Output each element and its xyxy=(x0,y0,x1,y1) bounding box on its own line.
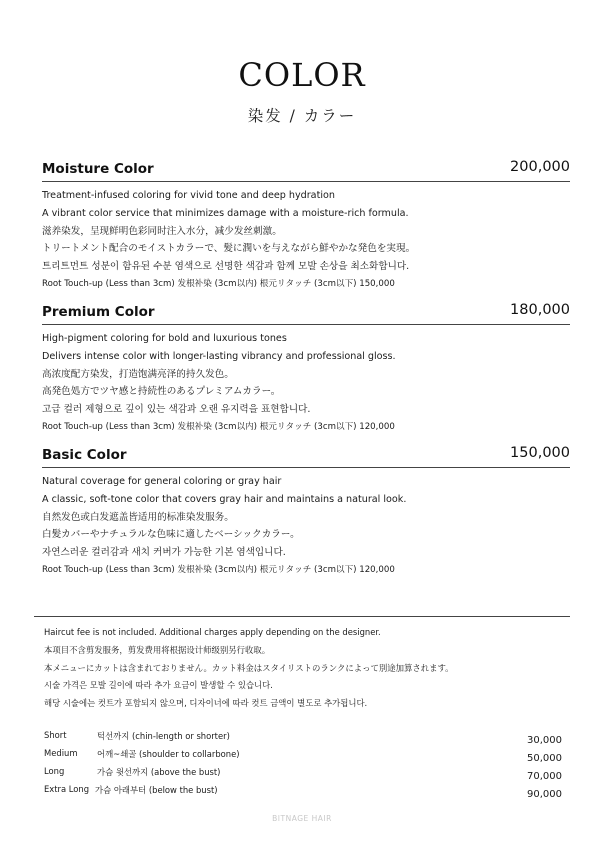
description-line: 자연스러운 컬러감과 새치 커버가 가능한 기본 염색입니다. xyxy=(42,547,286,559)
notes-divider xyxy=(34,616,570,617)
hair-length-price: 90,000 xyxy=(527,789,562,800)
section-divider xyxy=(42,467,570,468)
menu-section-premium xyxy=(42,304,570,437)
hair-length-desc: 가슴 윗선까지 (above the bust) xyxy=(97,767,221,777)
page-title: COLOR xyxy=(238,56,366,94)
hair-length-price: 30,000 xyxy=(527,735,562,746)
hair-length-price: 50,000 xyxy=(527,753,562,764)
section-divider xyxy=(42,324,570,325)
description-line: 白髪カバーやナチュラルな色味に適したベーシックカラー。 xyxy=(42,529,300,541)
hair-length-label: Short xyxy=(44,730,67,740)
description-line: A classic, soft-tone color that covers gray hair and maintains a natural look. xyxy=(42,493,407,505)
hair-length-row xyxy=(44,784,562,802)
page-subtitle: 染发 / カラー xyxy=(247,107,357,125)
note-line: Haircut fee is not included. Additional charges apply depending on the designer. xyxy=(44,627,381,637)
root-touchup-line: Root Touch-up (Less than 3cm) 发根补染 (3cm以内) 根元リタッチ (3cm以下) 120,000 xyxy=(42,564,395,575)
hair-length-desc: 어깨~쇄골 (shoulder to collarbone) xyxy=(97,749,240,759)
section-name: Basic Color xyxy=(42,447,127,463)
hair-length-desc: 가슴 아래부터 (below the bust) xyxy=(95,785,218,795)
description-line: Natural coverage for general coloring or gray hair xyxy=(42,476,282,487)
note-line: 해당 시술에는 컷트가 포함되지 않으며, 디자이너에 따라 컷트 금액이 별도로 추가됩니다. xyxy=(44,698,368,709)
description-line: 高浓度配方染发，打造饱满亮泽的持久发色。 xyxy=(42,368,234,380)
description-line: 滋养染发，呈现鲜明色彩同时注入水分，减少发丝刺激。 xyxy=(42,225,282,237)
description-line: A vibrant color service that minimizes damage with a moisture-rich formula. xyxy=(42,207,409,219)
section-description xyxy=(42,330,570,437)
description-line: High-pigment coloring for bold and luxurious tones xyxy=(42,333,287,344)
section-name: Moisture Color xyxy=(42,161,154,177)
hair-length-label: Medium xyxy=(44,748,78,758)
section-price: 200,000 xyxy=(510,159,570,175)
section-description xyxy=(42,187,570,294)
section-price: 180,000 xyxy=(510,302,570,318)
section-name: Premium Color xyxy=(42,304,155,320)
description-line: 고급 컬러 제형으로 깊이 있는 색감과 오랜 유지력을 표현합니다. xyxy=(42,404,311,416)
description-line: 自然发色或白发遮盖皆适用的标准染发服务。 xyxy=(42,511,234,523)
description-line: トリートメント配合のモイストカラーで、髪に潤いを与えながら鮮やかな発色を実現。 xyxy=(42,243,416,255)
section-divider xyxy=(42,181,570,182)
description-line: 트리트먼트 성분이 함유된 수분 염색으로 선명한 색감과 함께 모발 손상을 최소화합니다. xyxy=(42,261,410,273)
menu-section-basic xyxy=(42,447,570,580)
hair-length-row xyxy=(44,748,562,766)
menu-section-moisture xyxy=(42,161,570,294)
section-description xyxy=(42,473,570,580)
note-line: 本メニューにカットは含まれておりません。カット料金はスタイリストのランクによって別途加算されます。 xyxy=(44,662,454,673)
hair-length-price: 70,000 xyxy=(527,771,562,782)
note-line: 시술 가격은 모발 길이에 따라 추가 요금이 발생할 수 있습니다. xyxy=(44,680,273,691)
hair-length-row xyxy=(44,730,562,748)
hair-length-row xyxy=(44,766,562,784)
root-touchup-line: Root Touch-up (Less than 3cm) 发根补染 (3cm以内) 根元リタッチ (3cm以下) 120,000 xyxy=(42,421,395,432)
hair-length-label: Long xyxy=(44,766,65,776)
section-price: 150,000 xyxy=(510,445,570,461)
root-touchup-line: Root Touch-up (Less than 3cm) 发根补染 (3cm以内) 根元リタッチ (3cm以下) 150,000 xyxy=(42,278,395,289)
hair-length-desc: 턱선까지 (chin-length or shorter) xyxy=(97,731,230,741)
description-line: Treatment-infused coloring for vivid tone and deep hydration xyxy=(42,190,335,201)
hair-length-table xyxy=(44,730,562,802)
hair-length-label: Extra Long xyxy=(44,784,90,794)
description-line: Delivers intense color with longer-lasting vibrancy and professional gloss. xyxy=(42,350,396,362)
note-line: 本项目不含剪发服务，剪发费用将根据设计师级别另行收取。 xyxy=(44,644,271,655)
brand-watermark: BITNAGE HAIR xyxy=(272,814,332,823)
notes-block xyxy=(44,624,564,713)
description-line: 高発色処方でツヤ感と持続性のあるプレミアムカラー。 xyxy=(42,386,281,398)
